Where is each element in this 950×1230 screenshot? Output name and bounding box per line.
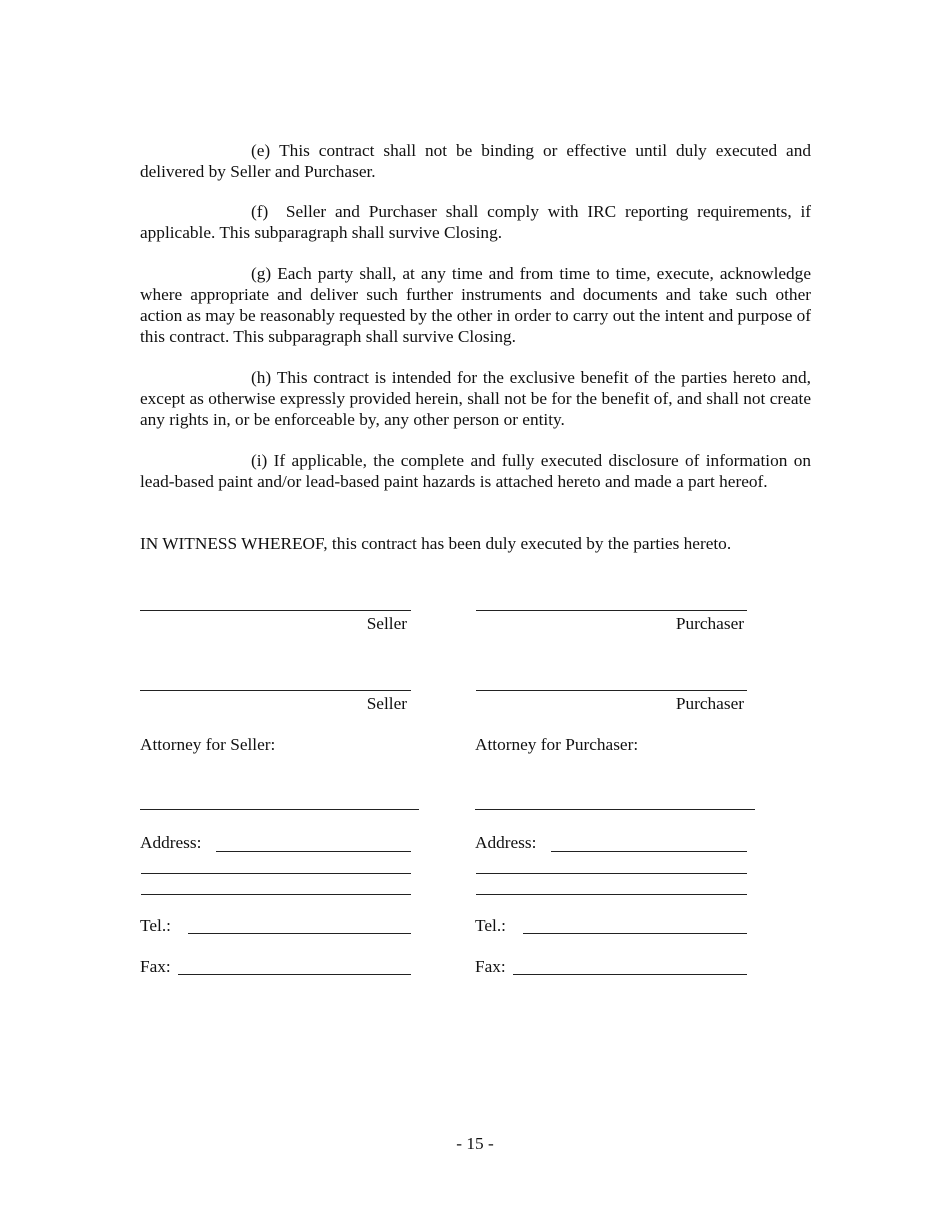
seller-tel-line[interactable] [188,933,411,934]
purchaser-attorney-name-line[interactable] [475,809,755,810]
purchaser-fax-line[interactable] [513,974,747,975]
seller-address-line-2[interactable] [141,873,411,874]
purchaser-tel-label: Tel.: [475,916,506,935]
paragraph-h-text: (h) This contract is intended for the exclusive benefit of the parties hereto and, except as otherwise expressly provided herein, shall not be for the benefit of, and shall not create any rights in, or be enforceable by, any other person or entity. [140,368,811,429]
attorney-for-seller-heading: Attorney for Seller: [140,735,276,754]
purchaser-fax-label: Fax: [475,957,506,976]
witness-clause: IN WITNESS WHEREOF, this contract has been duly executed by the parties hereto. [140,534,732,553]
seller-signature-line-2[interactable] [140,690,411,691]
paragraph-h [140,367,811,430]
purchaser-address-label: Address: [475,833,537,852]
purchaser-address-line-2[interactable] [476,873,747,874]
purchaser-address-line-1[interactable] [551,851,747,852]
paragraph-f-text: (f) Seller and Purchaser shall comply with IRC reporting requirements, if applicable. This subparagraph shall survive Closing. [140,202,811,242]
purchaser-signature-line-2[interactable] [476,690,747,691]
paragraph-i [140,450,811,492]
seller-address-line-1[interactable] [216,851,411,852]
seller-signature-line-1[interactable] [140,610,411,611]
purchaser-address-line-3[interactable] [476,894,747,895]
seller-address-label: Address: [140,833,202,852]
purchaser-tel-line[interactable] [523,933,747,934]
paragraph-f [140,201,811,243]
seller-fax-label: Fax: [140,957,171,976]
seller-signature-caption-1: Seller [366,614,407,633]
paragraph-e [140,140,811,182]
purchaser-signature-caption-2: Purchaser [675,694,744,713]
paragraph-i-text: (i) If applicable, the complete and fully executed disclosure of information on lead-based paint and/or lead-based paint hazards is attached hereto and made a part hereof. [140,451,811,491]
seller-tel-label: Tel.: [140,916,171,935]
purchaser-signature-caption-1: Purchaser [675,614,744,633]
attorney-for-purchaser-heading: Attorney for Purchaser: [475,735,639,754]
paragraph-e-text: (e) This contract shall not be binding or effective until duly executed and delivered by Seller and Purchaser. [140,141,811,181]
page-number: - 15 - [456,1134,494,1153]
paragraph-g [140,263,811,347]
seller-fax-line[interactable] [178,974,411,975]
paragraph-g-text: (g) Each party shall, at any time and from time to time, execute, acknowledge where appropriate and deliver such further instruments and documents and take such other action as may be reasonably requested by the other in order to carry out the intent and purpose of this contract. This subparagraph shall survive Closing. [140,264,811,346]
purchaser-signature-line-1[interactable] [476,610,747,611]
seller-signature-caption-2: Seller [366,694,407,713]
seller-address-line-3[interactable] [141,894,411,895]
seller-attorney-name-line[interactable] [140,809,419,810]
